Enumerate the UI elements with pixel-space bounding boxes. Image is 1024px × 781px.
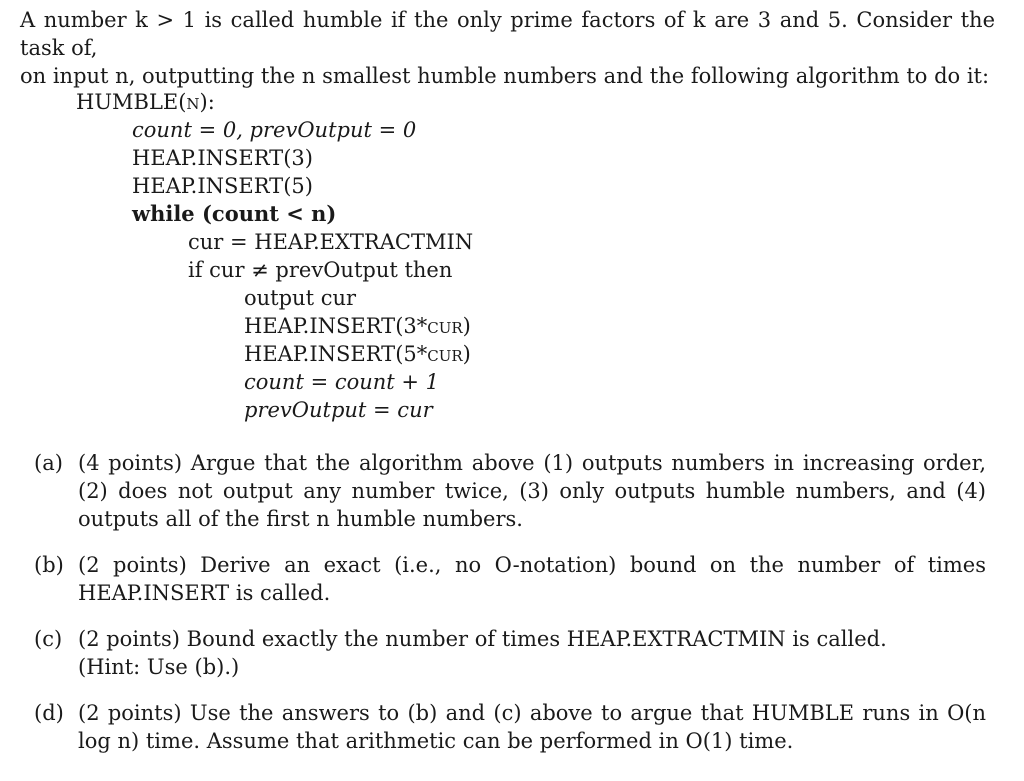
algo-line-output: output cur (244, 286, 357, 310)
part-d-text: (2 points) Use the answers to (b) and (c) above to argue that HUMBLE runs in O(n log n) time. Assume that arithmetic can be performed in O(1) time. (78, 701, 986, 753)
part-a-label: (a) (34, 451, 63, 475)
algo-line-count-increment: count = count + 1 (244, 370, 440, 394)
part-c-label: (c) (34, 627, 63, 651)
part-c-question: (2 points) Bound exactly the number of times HEAP.EXTRACTMIN is called. (78, 627, 887, 651)
part-a (34, 449, 986, 533)
part-d-label: (d) (34, 701, 64, 725)
algo-line-insert-3cur: HEAP.INSERT(3*cur) (244, 314, 471, 338)
part-b-text: (2 points) Derive an exact (i.e., no O-notation) bound on the number of times HEAP.INSERT is called. (78, 553, 986, 605)
part-d (34, 699, 986, 755)
part-c-text (78, 625, 986, 681)
part-a-text: (4 points) Argue that the algorithm above (1) outputs numbers in increasing order, (2) does not output any number twice, (3) only outputs humble numbers, and (4) outputs all of the first n humble numbers. (78, 451, 986, 531)
part-c-hint: (Hint: Use (b).) (78, 655, 240, 679)
intro-line-1: A number k > 1 is called humble if the only prime factors of k are 3 and 5. Consider the task of, (20, 8, 995, 60)
algo-line-extract-min: cur = HEAP.EXTRACTMIN (188, 230, 474, 254)
part-c (34, 625, 986, 681)
part-b (34, 551, 986, 607)
algorithm-header: HUMBLE(n): (76, 90, 215, 114)
question-parts (34, 449, 986, 773)
part-b-label: (b) (34, 553, 64, 577)
algo-line-insert-5: HEAP.INSERT(5) (132, 174, 313, 198)
problem-intro (20, 6, 995, 90)
algorithm-pseudocode (76, 88, 473, 424)
algo-line-init: count = 0, prevOutput = 0 (132, 118, 417, 142)
algo-line-insert-3: HEAP.INSERT(3) (132, 146, 313, 170)
algo-line-while: while (count < n) (132, 201, 337, 226)
intro-line-2: on input n, outputting the n smallest humble numbers and the following algorithm to do it: (20, 64, 990, 88)
algo-line-if: if cur ≠ prevOutput then (188, 258, 453, 282)
algo-line-prev-output: prevOutput = cur (244, 398, 433, 422)
algo-line-insert-5cur: HEAP.INSERT(5*cur) (244, 342, 471, 366)
